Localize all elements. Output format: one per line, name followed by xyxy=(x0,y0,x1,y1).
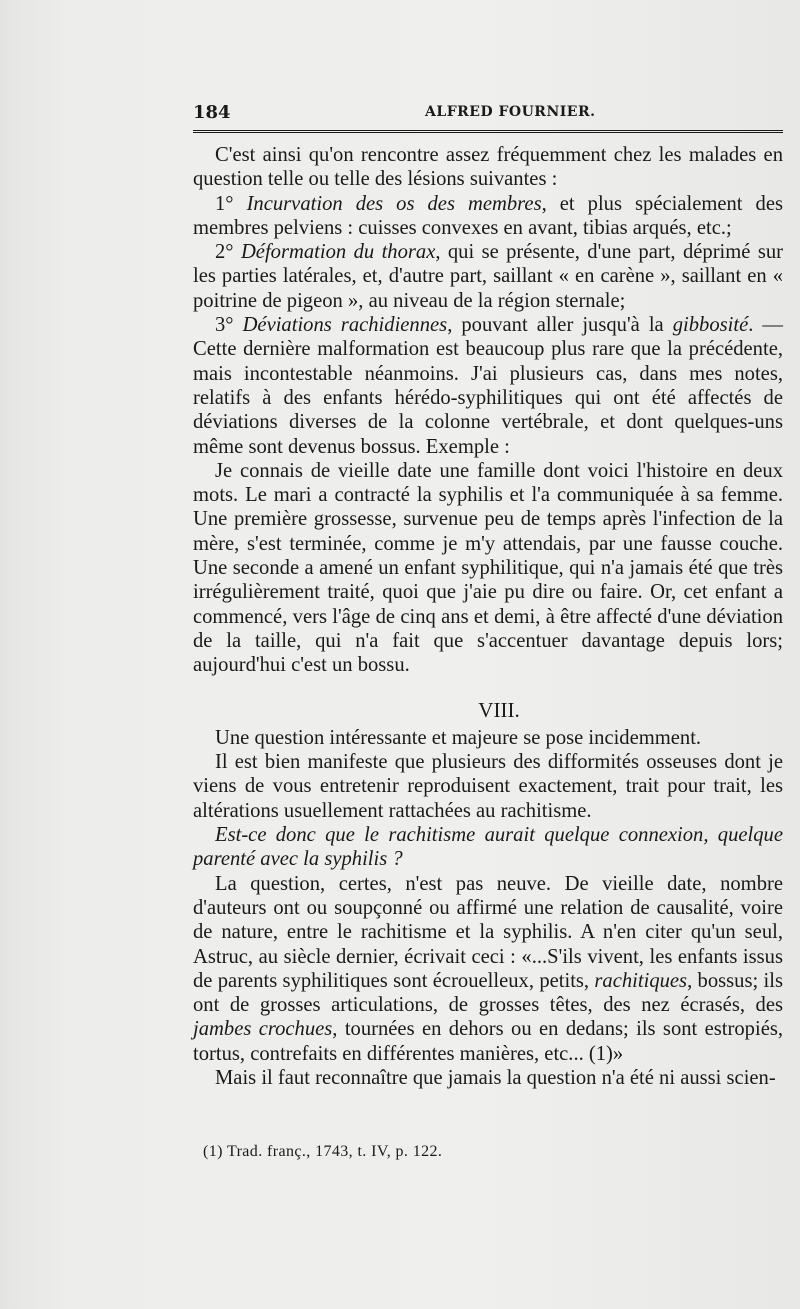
body-text xyxy=(193,143,783,1090)
page-header xyxy=(193,98,783,128)
header-rule xyxy=(193,130,783,133)
paragraph-closing: Mais il faut reconnaître que jamais la question n'a été ni aussi scien- xyxy=(215,1066,776,1089)
footnote: (1) Trad. franç., 1743, t. IV, p. 122. xyxy=(203,1143,443,1160)
paragraph-case-history: Je connais de vieille date une famille dont voici l'histoire en deux mots. Le mari a contracté la syphilis et l'a communiquée à sa femme. Une première grossesse, survenue peu de temps après l'infection de la mère, s'est terminée, comme je m'y attendais, par une fausse couche. Une seconde a amené un enfant syphilitique, qui n'a jamais été que très irrégulièrement traité, quoi que j'aie pu dire ou faire. Or, cet enfant a commencé, vers l'âge de cinq ans et demi, à être affecté d'une déviation de la taille, qui n'a fait que s'accentuer davantage depuis lors; aujourd'hui c'est un bossu. xyxy=(193,459,783,677)
paragraph-item-3: 3° Déviations rachidiennes, pouvant aller jusqu'à la gibbosité. — Cette dernière malformation est beaucoup plus rare que la précédente, mais incontestable néanmoins. J'ai plusieurs cas, dans mes notes, relatifs à des enfants hérédo-syphilitiques qui ont été affectés de déviations diverses de la colonne vertébrale, et dont quelques-uns même sont devenus bossus. Exemple : xyxy=(193,314,783,458)
running-head: ALFRED FOURNIER. xyxy=(425,104,596,120)
page-number: 184 xyxy=(193,102,231,123)
paragraph-italic-question: Est-ce donc que le rachitisme aurait quelque connexion, quelque parenté avec la syphilis ? xyxy=(193,824,783,871)
section-title: VIII. xyxy=(478,697,520,722)
item-2-title: Déformation du thorax xyxy=(240,241,436,264)
item-1-title: Incurvation des os des membres xyxy=(246,192,542,215)
item-3-emphasis: gibbosité xyxy=(672,314,749,337)
paragraph-item-1: 1° Incurvation des os des membres, et plus spécialement des membres pelviens : cuisses convexes en avant, tibias arqués, etc.; xyxy=(193,192,784,239)
paragraph-intro: C'est ainsi qu'on rencontre assez fréquemment chez les malades en question telle ou telle des lésions suivantes : xyxy=(193,144,783,191)
item-3-title: Déviations rachidiennes xyxy=(242,314,448,337)
paragraph-history: La question, certes, n'est pas neuve. De vieille date, nombre d'auteurs ont ou soupçonné ou affirmé une relation de causalité, voire de nature, entre le rachitisme et la syphilis. A n'en citer qu'un seul, Astruc, au siècle dernier, écrivait ceci : «...S'ils vivent, les enfants issus de parents syphilitiques sont écrouelleux, petits, rachitiques, bossus; ils ont de grosses articulations, de grosses têtes, des nez écrasés, des jambes crochues, tournées en dehors ou en dedans; ils sont estropiés, tortus, contrefaits en différentes manières, etc... (1)» xyxy=(193,872,783,1065)
paragraph-item-2: 2° Déformation du thorax, qui se présente, d'une part, déprimé sur les parties latérales, et, d'autre part, saillant « en carène », saillant en « poitrine de pigeon », au niveau de la région sternale; xyxy=(193,241,784,312)
paragraph-observation: Il est bien manifeste que plusieurs des difformités osseuses dont je viens de vous entretenir reproduisent exactement, trait pour trait, les altérations usuellement rattachées au rachitisme. xyxy=(193,751,783,822)
paragraph-question: Une question intéressante et majeure se pose incidemment. xyxy=(215,726,702,749)
